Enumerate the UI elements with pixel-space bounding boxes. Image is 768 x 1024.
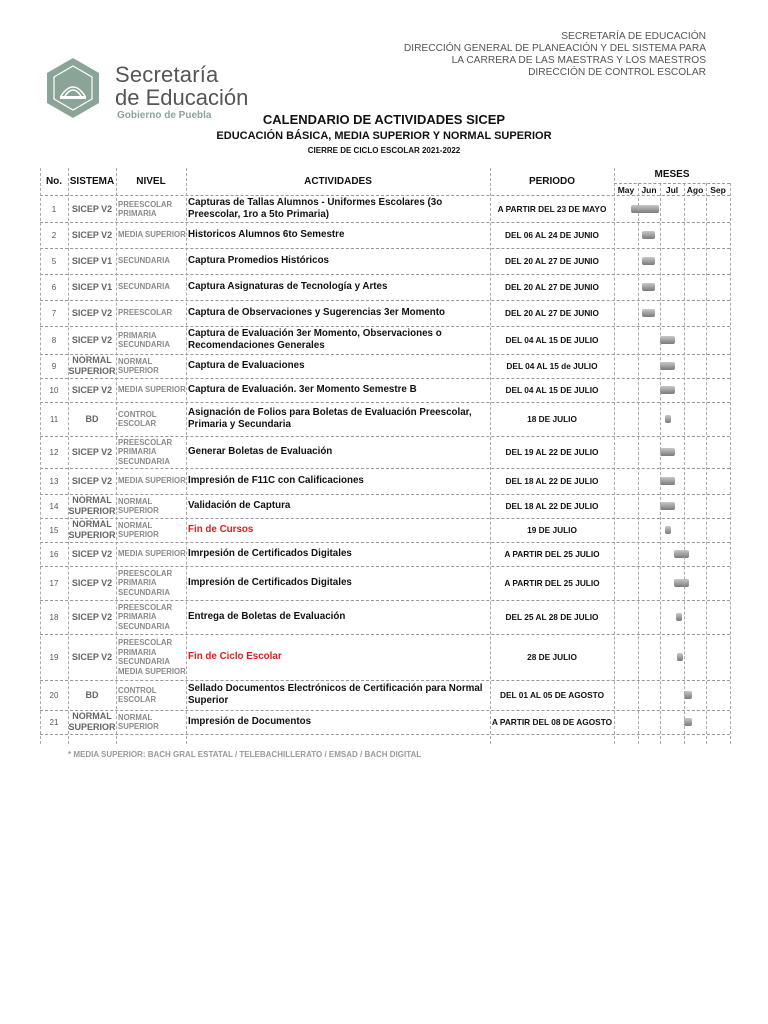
- gantt-bar: [665, 526, 671, 534]
- row-nivel-text: PREESCOLAR PRIMARIA SECUNDARIA: [118, 437, 173, 466]
- row-periodo-text: DEL 19 AL 22 DE JULIO: [505, 446, 599, 457]
- row-number-text: 12: [49, 447, 59, 457]
- column-header-no: No.: [45, 176, 63, 187]
- row-number: [40, 196, 68, 222]
- row-sistema: [68, 326, 116, 354]
- gantt-bar: [642, 231, 655, 239]
- row-number-text: 10: [49, 385, 59, 395]
- row-actividad-text: Impresión de Documentos: [188, 716, 312, 727]
- row-actividad-text: Fin de Ciclo Escolar: [188, 651, 282, 662]
- row-actividad: [188, 402, 488, 436]
- column-separator: [730, 183, 731, 744]
- row-nivel-text: NORMAL SUPERIOR: [118, 356, 159, 375]
- row-sistema: [68, 222, 116, 248]
- column-separator: [638, 183, 639, 744]
- row-number: [40, 680, 68, 710]
- row-periodo: [490, 494, 614, 518]
- row-sistema: [68, 378, 116, 402]
- row-periodo: [490, 378, 614, 402]
- row-number-text: 15: [49, 525, 59, 535]
- row-number: [40, 542, 68, 566]
- row-sistema: [68, 566, 116, 600]
- row-nivel-text: MEDIA SUPERIOR: [118, 476, 186, 486]
- row-sistema: [68, 274, 116, 300]
- row-number-text: 1: [51, 204, 57, 214]
- row-actividad: [188, 300, 488, 326]
- row-nivel: [118, 494, 186, 518]
- row-periodo-text: 28 DE JULIO: [527, 651, 577, 662]
- row-sistema-text: SICEP V2: [71, 307, 113, 318]
- row-number: [40, 274, 68, 300]
- row-periodo: [490, 196, 614, 222]
- row-number-text: 11: [49, 414, 59, 424]
- gantt-bar: [660, 477, 675, 485]
- row-actividad: [188, 196, 488, 222]
- row-actividad: [188, 566, 488, 600]
- row-periodo: [490, 248, 614, 274]
- row-nivel-text: PRIMARIA SECUNDARIA: [118, 330, 170, 349]
- row-periodo-text: DEL 18 AL 22 DE JULIO: [505, 475, 599, 486]
- row-number-text: 6: [51, 282, 57, 292]
- gantt-bar: [642, 257, 655, 265]
- row-number: [40, 600, 68, 634]
- row-number-text: 16: [49, 549, 59, 559]
- row-periodo-text: A PARTIR DEL 23 DE MAYO: [497, 203, 607, 214]
- row-periodo: [490, 402, 614, 436]
- row-number-text: 20: [49, 690, 59, 700]
- row-nivel: [118, 248, 186, 274]
- logo-text: de Educación: [115, 85, 249, 110]
- column-separator: [614, 168, 615, 744]
- column-separator: [68, 168, 69, 744]
- row-sistema-text: NORMAL SUPERIOR: [68, 495, 116, 516]
- row-nivel: [118, 600, 186, 634]
- column-separator: [186, 168, 187, 744]
- row-number: [40, 710, 68, 734]
- agency-line: DIRECCIÓN GENERAL DE PLANEACIÓN Y DEL SISTEMA PARA: [403, 43, 706, 54]
- row-actividad: [188, 248, 488, 274]
- month-header-may: May: [617, 185, 635, 195]
- row-nivel: [118, 468, 186, 494]
- gantt-bar: [684, 718, 692, 726]
- row-nivel-text: MEDIA SUPERIOR: [118, 385, 186, 395]
- agency-line: DIRECCIÓN DE CONTROL ESCOLAR: [528, 67, 706, 78]
- row-periodo: [490, 436, 614, 468]
- row-actividad-text: Capturas de Tallas Alumnos - Uniformes Escolares (3o Preescolar, 1ro a 5to Primaria): [188, 197, 443, 220]
- row-nivel-text: PREESCOLAR PRIMARIA: [118, 199, 173, 218]
- row-periodo: [490, 222, 614, 248]
- gantt-bar: [642, 283, 655, 291]
- row-sistema-text: SICEP V2: [71, 651, 113, 662]
- row-nivel-text: NORMAL SUPERIOR: [118, 496, 159, 515]
- row-nivel-text: CONTROL ESCOLAR: [118, 409, 157, 428]
- row-actividad: [188, 326, 488, 354]
- row-actividad-text: Entrega de Boletas de Evaluación: [188, 611, 346, 622]
- row-sistema: [68, 542, 116, 566]
- row-periodo: [490, 326, 614, 354]
- row-actividad-text: Captura de Evaluación. 3er Momento Semestre B: [188, 384, 417, 395]
- month-header-ago: Ago: [686, 185, 704, 195]
- row-number: [40, 494, 68, 518]
- column-separator: [660, 183, 661, 744]
- row-periodo-text: DEL 04 AL 15 DE JULIO: [505, 334, 599, 345]
- gantt-bar: [660, 386, 675, 394]
- row-sistema: [68, 600, 116, 634]
- row-sistema: [68, 468, 116, 494]
- row-periodo-text: 19 DE JULIO: [527, 524, 577, 535]
- row-number-text: 18: [49, 612, 59, 622]
- row-periodo: [490, 634, 614, 680]
- gantt-bar: [660, 502, 675, 510]
- row-nivel: [118, 378, 186, 402]
- row-number: [40, 566, 68, 600]
- row-nivel: [118, 196, 186, 222]
- row-nivel-text: SECUNDARIA: [118, 282, 170, 292]
- row-actividad: [188, 542, 488, 566]
- row-actividad: [188, 222, 488, 248]
- row-sistema: [68, 436, 116, 468]
- row-sistema-text: SICEP V1: [71, 255, 113, 266]
- row-sistema: [68, 402, 116, 436]
- row-nivel-text: PREESCOLAR: [118, 308, 173, 318]
- gantt-bar: [631, 205, 659, 213]
- column-separator: [116, 168, 117, 744]
- row-periodo: [490, 354, 614, 378]
- row-number-text: 21: [49, 717, 59, 727]
- row-number: [40, 300, 68, 326]
- row-actividad-text: Captura de Evaluaciones: [188, 360, 305, 371]
- column-separator: [706, 183, 707, 744]
- row-periodo: [490, 680, 614, 710]
- month-header-jul: Jul: [665, 185, 679, 195]
- month-header-jun: Jun: [641, 185, 657, 195]
- row-actividad-text: Sellado Documentos Electrónicos de Certificación para Normal Superior: [188, 683, 483, 706]
- row-actividad-text: Fin de Cursos: [188, 524, 254, 535]
- column-separator: [684, 183, 685, 744]
- row-sistema-text: SICEP V2: [71, 334, 113, 345]
- row-nivel: [118, 274, 186, 300]
- column-separator: [40, 168, 41, 744]
- row-sistema: [68, 494, 116, 518]
- row-number-text: 19: [49, 652, 59, 662]
- row-actividad-text: Generar Boletas de Evaluación: [188, 446, 333, 457]
- row-number-text: 14: [49, 501, 59, 511]
- row-number-text: 8: [51, 335, 57, 345]
- row-periodo-text: DEL 25 AL 28 DE JULIO: [505, 611, 599, 622]
- document-cycle: CIERRE DE CICLO ESCOLAR 2021-2022: [307, 146, 461, 155]
- row-nivel: [118, 300, 186, 326]
- row-periodo-text: DEL 20 AL 27 DE JUNIO: [505, 255, 599, 266]
- column-header-periodo: PERIODO: [528, 176, 576, 187]
- row-periodo: [490, 274, 614, 300]
- row-nivel: [118, 354, 186, 378]
- row-number-text: 17: [49, 578, 59, 588]
- row-nivel-text: SECUNDARIA: [118, 256, 170, 266]
- row-sistema-text: SICEP V2: [71, 446, 113, 457]
- row-actividad-text: Impresión de F11C con Calificaciones: [188, 475, 364, 486]
- row-periodo-text: 18 DE JULIO: [527, 413, 577, 424]
- agency-line: LA CARRERA DE LAS MAESTRAS Y LOS MAESTROS: [451, 55, 706, 66]
- row-actividad: [188, 680, 488, 710]
- row-sistema-text: SICEP V1: [71, 281, 113, 292]
- row-periodo: [490, 710, 614, 734]
- row-nivel: [118, 680, 186, 710]
- document-subtitle: EDUCACIÓN BÁSICA, MEDIA SUPERIOR Y NORMAL SUPERIOR: [216, 130, 552, 142]
- column-header-meses: MESES: [654, 169, 690, 180]
- row-number-text: 9: [51, 361, 57, 371]
- row-nivel: [118, 222, 186, 248]
- gantt-bar: [660, 336, 675, 344]
- row-periodo: [490, 566, 614, 600]
- row-nivel: [118, 542, 186, 566]
- row-nivel: [118, 710, 186, 734]
- row-number: [40, 634, 68, 680]
- row-actividad: [188, 494, 488, 518]
- row-actividad-text: Validación de Captura: [188, 500, 291, 511]
- row-actividad: [188, 710, 488, 734]
- footnote: * MEDIA SUPERIOR: BACH GRAL ESTATAL / TELEBACHILLERATO / EMSAD / BACH DIGITAL: [68, 750, 422, 759]
- row-nivel: [118, 326, 186, 354]
- row-actividad: [188, 378, 488, 402]
- row-number-text: 7: [51, 308, 57, 318]
- row-number-text: 5: [51, 256, 57, 266]
- row-sistema: [68, 518, 116, 542]
- gantt-bar: [665, 415, 671, 423]
- row-nivel: [118, 566, 186, 600]
- row-sistema: [68, 710, 116, 734]
- document-title: CALENDARIO DE ACTIVIDADES SICEP: [262, 112, 506, 127]
- row-sistema-text: SICEP V2: [71, 203, 113, 214]
- row-periodo-text: DEL 18 AL 22 DE JULIO: [505, 500, 599, 511]
- row-number-text: 13: [49, 476, 59, 486]
- row-periodo-text: DEL 04 AL 15 DE JULIO: [505, 384, 599, 395]
- row-actividad: [188, 468, 488, 494]
- gantt-bar: [674, 579, 689, 587]
- row-sistema-text: BD: [85, 413, 99, 424]
- row-periodo-text: DEL 04 AL 15 de JULIO: [506, 360, 598, 371]
- row-nivel: [118, 402, 186, 436]
- row-actividad-text: Captura Asignaturas de Tecnología y Artes: [188, 281, 388, 292]
- gantt-bar: [660, 448, 675, 456]
- row-actividad-text: Asignación de Folios para Boletas de Evaluación Preescolar, Primaria y Secundaria: [188, 407, 472, 430]
- row-separator: [614, 183, 730, 184]
- row-sistema-text: NORMAL SUPERIOR: [68, 711, 116, 732]
- row-nivel-text: NORMAL SUPERIOR: [118, 520, 159, 539]
- month-header-sep: Sep: [710, 185, 726, 195]
- row-nivel-text: MEDIA SUPERIOR: [118, 230, 186, 240]
- row-sistema: [68, 248, 116, 274]
- row-number: [40, 518, 68, 542]
- row-number: [40, 402, 68, 436]
- gantt-bar: [660, 362, 675, 370]
- row-sistema: [68, 300, 116, 326]
- gantt-bar: [642, 309, 655, 317]
- row-actividad-text: Historicos Alumnos 6to Semestre: [188, 229, 345, 240]
- row-sistema-text: NORMAL SUPERIOR: [68, 355, 116, 376]
- row-nivel-text: PREESCOLAR PRIMARIA SECUNDARIA MEDIA SUPERIOR: [118, 638, 186, 676]
- row-periodo: [490, 542, 614, 566]
- row-sistema-text: SICEP V2: [71, 475, 113, 486]
- row-number: [40, 326, 68, 354]
- row-sistema: [68, 680, 116, 710]
- row-number: [40, 248, 68, 274]
- row-sistema-text: SICEP V2: [71, 611, 113, 622]
- row-nivel-text: PREESCOLAR PRIMARIA SECUNDARIA: [118, 602, 173, 631]
- row-actividad: [188, 274, 488, 300]
- row-actividad: [188, 354, 488, 378]
- row-actividad-text: Captura de Evaluación 3er Momento, Observaciones o Recomendaciones Generales: [188, 328, 442, 351]
- gantt-bar: [684, 691, 692, 699]
- row-sistema: [68, 196, 116, 222]
- row-nivel-text: MEDIA SUPERIOR: [118, 549, 186, 559]
- row-sistema-text: SICEP V2: [71, 577, 113, 588]
- row-number: [40, 222, 68, 248]
- row-number: [40, 468, 68, 494]
- row-number: [40, 436, 68, 468]
- row-sistema-text: SICEP V2: [71, 548, 113, 559]
- row-periodo-text: A PARTIR DEL 25 JULIO: [504, 548, 600, 559]
- row-periodo-text: DEL 20 AL 27 DE JUNIO: [505, 307, 599, 318]
- row-actividad: [188, 436, 488, 468]
- row-actividad: [188, 518, 488, 542]
- row-periodo: [490, 518, 614, 542]
- row-sistema: [68, 634, 116, 680]
- row-sistema-text: NORMAL SUPERIOR: [68, 519, 116, 540]
- row-actividad-text: Captura de Observaciones y Sugerencias 3er Momento: [188, 307, 445, 318]
- gantt-bar: [676, 613, 682, 621]
- column-header-sistema: SISTEMA: [69, 176, 115, 187]
- row-sistema-text: SICEP V2: [71, 229, 113, 240]
- row-nivel-text: CONTROL ESCOLAR: [118, 685, 157, 704]
- gantt-bar: [677, 653, 683, 661]
- row-separator: [40, 734, 730, 735]
- column-header-nivel: NIVEL: [136, 176, 166, 187]
- column-header-actividades: ACTIVIDADES: [304, 176, 372, 187]
- row-actividad-text: Impresión de Certificados Digitales: [188, 577, 352, 588]
- row-number: [40, 378, 68, 402]
- row-number: [40, 354, 68, 378]
- row-periodo: [490, 600, 614, 634]
- row-nivel: [118, 634, 186, 680]
- row-number-text: 2: [51, 230, 57, 240]
- row-periodo-text: A PARTIR DEL 25 JULIO: [504, 577, 600, 588]
- row-periodo: [490, 468, 614, 494]
- row-periodo-text: DEL 20 AL 27 DE JUNIO: [505, 281, 599, 292]
- row-periodo: [490, 300, 614, 326]
- row-actividad: [188, 600, 488, 634]
- logo-subtext: Gobierno de Puebla: [117, 110, 212, 121]
- row-sistema: [68, 354, 116, 378]
- row-periodo-text: A PARTIR DEL 08 DE AGOSTO: [491, 716, 613, 727]
- column-separator: [490, 168, 491, 744]
- row-actividad-text: Imrpesión de Certificados Digitales: [188, 548, 352, 559]
- row-nivel-text: PREESCOLAR PRIMARIA SECUNDARIA: [118, 568, 173, 597]
- row-nivel-text: NORMAL SUPERIOR: [118, 712, 159, 731]
- row-sistema-text: SICEP V2: [71, 384, 113, 395]
- row-periodo-text: DEL 01 AL 05 DE AGOSTO: [499, 689, 605, 700]
- gantt-bar: [674, 550, 689, 558]
- row-actividad-text: Captura Promedios Históricos: [188, 255, 329, 266]
- row-nivel: [118, 518, 186, 542]
- logo-text: Secretaría: [115, 62, 219, 87]
- row-actividad: [188, 634, 488, 680]
- row-nivel: [118, 436, 186, 468]
- row-periodo-text: DEL 06 AL 24 DE JUNIO: [505, 229, 599, 240]
- agency-line: SECRETARÍA DE EDUCACIÓN: [561, 31, 706, 42]
- row-sistema-text: BD: [85, 689, 99, 700]
